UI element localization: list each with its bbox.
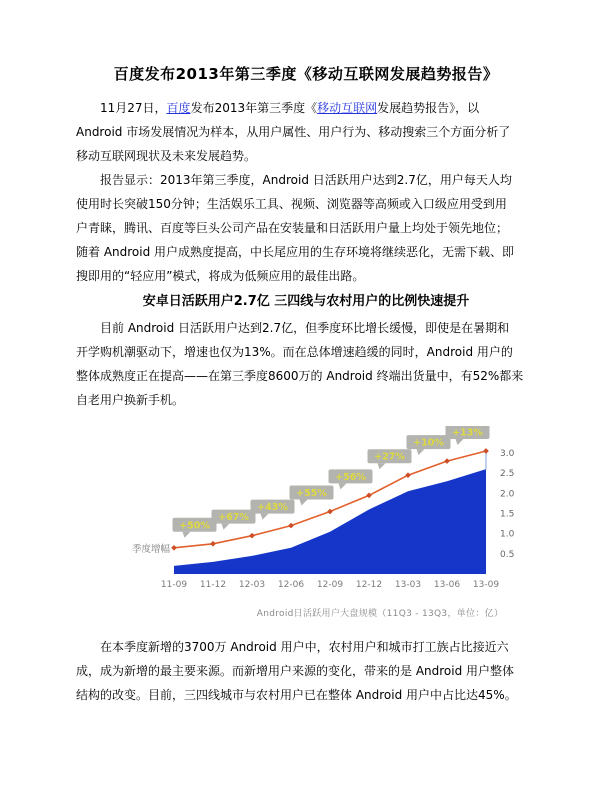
growth-line-marker: [210, 541, 216, 547]
text-run: 目前 Android 日活跃用户达到2.7亿，但季度环比增长缓慢，即使是在暑期和: [100, 321, 510, 335]
x-axis-tick-label: 13-06: [433, 580, 461, 590]
text-line: [76, 364, 536, 388]
growth-callout-label: +67%: [218, 512, 249, 524]
y-axis-tick-label: 2.5: [500, 469, 515, 480]
text-line: [76, 240, 536, 264]
growth-callout-label: +56%: [335, 471, 366, 483]
growth-callout-tail: [300, 499, 308, 505]
y-axis-tick-label: 1.0: [500, 529, 515, 540]
text-run: 结构的改变。目前，三四线城市与农村用户已在整体 Android 用户中占比达45%。: [76, 688, 517, 702]
growth-callout-tail: [183, 532, 191, 538]
growth-callout-label: +55%: [296, 487, 327, 499]
growth-callout-tail: [378, 463, 386, 469]
chart-caption: Android日活跃用户大盘规模（11Q3 - 13Q3，单位：亿）: [256, 609, 504, 619]
text-run: 报告显示：2013年第三季度，Android 日活跃用户达到2.7亿，用户每天人均: [100, 173, 512, 187]
growth-line-marker: [249, 533, 255, 539]
x-axis-tick-label: 12-03: [238, 580, 266, 590]
growth-line-marker: [288, 523, 294, 529]
y-axis-tick-label: 3.0: [500, 449, 515, 459]
text-line: [76, 120, 536, 144]
growth-line-marker: [444, 458, 450, 464]
growth-line-label: 季度增幅: [131, 543, 170, 555]
y-axis-tick-label: 0.5: [500, 549, 515, 560]
text-line: [76, 316, 536, 340]
growth-callout-label: +43%: [257, 502, 288, 514]
growth-line-marker: [483, 448, 489, 454]
text-run: 在本季度新增的3700万 Android 用户中，农村用户和城市打工族占比接近六: [100, 640, 509, 654]
text-run: 发展趋势报告》，以: [377, 101, 480, 115]
growth-callout-tail: [417, 449, 425, 455]
growth-callout-tail: [456, 439, 464, 445]
text-run: 搜即用的“轻应用”模式，将成为低频应用的最佳出路。: [76, 269, 365, 283]
text-line: [76, 683, 536, 707]
x-axis-tick-label: 12-06: [277, 580, 305, 590]
x-axis-tick-label: 13-09: [472, 580, 500, 590]
text-run: 整体成熟度正在提高——在第三季度8600万的 Android 终端出货量中，有52%都来: [76, 369, 524, 383]
text-line: [76, 144, 536, 168]
android-dau-chart-canvas: [112, 426, 552, 598]
text-line: [76, 659, 536, 683]
text-line: [76, 635, 536, 659]
baidu-link[interactable]: 百度: [166, 101, 191, 115]
growth-line-marker: [366, 493, 372, 499]
growth-callout-tail: [339, 483, 347, 489]
section-heading: 安卓日活跃用户2.7亿 三四线与农村用户的比例快速提升: [142, 294, 470, 309]
x-axis-tick-label: 12-12: [355, 580, 383, 590]
x-axis-tick-label: 13-03: [394, 580, 422, 590]
growth-callout-tail: [261, 514, 269, 520]
y-axis-tick-label: 1.5: [500, 509, 515, 520]
page-title: 百度发布2013年第三季度《移动互联网发展趋势报告》: [113, 65, 499, 83]
growth-line-marker: [327, 509, 333, 515]
growth-callout-label: +10%: [413, 437, 444, 449]
mobile-internet-link[interactable]: 移动互联网: [317, 101, 378, 115]
x-axis-tick-label: 11-12: [199, 580, 227, 590]
x-axis-tick-label: 11-09: [160, 580, 188, 590]
text-line: [76, 388, 536, 412]
text-run: 随着 Android 用户成熟度提高，中长尾应用的生存环境将继续恶化，无需下载、即: [76, 245, 515, 259]
text-run: Android 市场发展情况为样本，从用户属性、用户行为、移动搜索三个方面分析了: [76, 125, 511, 139]
growth-line-marker: [171, 545, 177, 551]
paragraph-report-summary: [76, 168, 536, 288]
text-run: 成，成为新增的最主要来源。而新增用户来源的变化，带来的是 Android 用户整体: [76, 664, 515, 678]
y-axis-tick-label: 2.0: [500, 489, 515, 500]
text-run: 移动互联网现状及未来发展趋势。: [76, 149, 257, 163]
x-axis-tick-label: 12-09: [316, 580, 344, 590]
text-run: 开学购机潮驱动下，增速也仅为13%。而在总体增速趋缓的同时，Android 用户的: [76, 345, 513, 359]
paragraph-new-users: [76, 635, 536, 707]
growth-line-marker: [405, 472, 411, 478]
text-line: [76, 96, 536, 120]
growth-callout-label: +50%: [179, 520, 210, 532]
paragraph-dau-growth: [76, 316, 536, 412]
growth-callout-label: +13%: [452, 427, 483, 439]
text-line: [76, 168, 536, 192]
text-line: [76, 340, 536, 364]
text-run: 使用时长突破150分钟；生活娱乐工具、视频、浏览器等高频或入口级应用受到用: [76, 197, 507, 211]
text-line: [76, 264, 536, 288]
text-run: 11月27日，: [100, 101, 167, 115]
growth-callout-label: +27%: [374, 451, 405, 463]
growth-callout-tail: [222, 524, 230, 530]
text-line: [76, 216, 536, 240]
paragraph-intro: [76, 96, 536, 168]
text-run: 发布2013年第三季度《: [190, 101, 318, 115]
text-run: 户青睐，腾讯、百度等巨头公司产品在安装量和日活跃用户量上均处于领先地位；: [76, 221, 509, 235]
text-run: 自老用户换新手机。: [76, 393, 185, 407]
text-line: [76, 192, 536, 216]
android-dau-chart: [112, 426, 552, 619]
